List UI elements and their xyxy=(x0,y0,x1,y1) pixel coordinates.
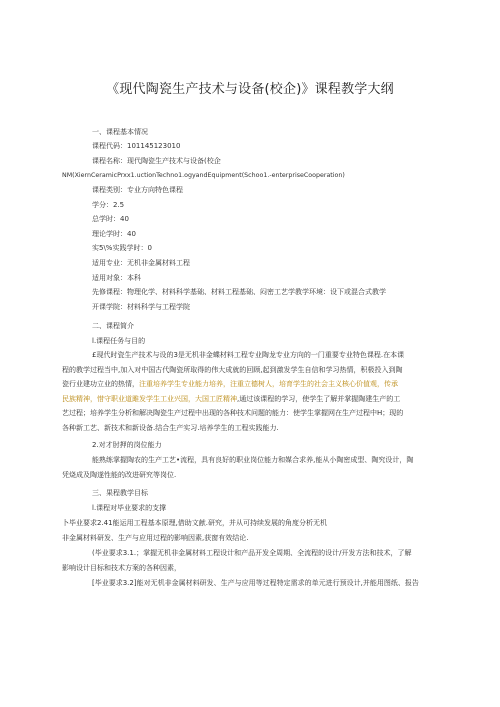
paragraph-line: £现代时瓷生产技术与设的3是无机非金蝶材料工程专业陶龙专业方向的一门重要专业特色课程.在本课 xyxy=(92,351,405,359)
prerequisite-courses: 先修课程：物理化学、材料科学基础、材料工程基础、闷密工艺学教学环境：设下或混合式教学 xyxy=(92,288,386,296)
paragraph-text: ,通过该课程的学习，使学生了解并掌握陶建生产的工 xyxy=(237,395,401,403)
paragraph-line: (毕业要求3.1.；掌握无机非金属材料工程设计和产品开发全周期、全流程的设计/开发方法和技术，了解 xyxy=(92,549,412,557)
section-heading-3: 三、果程教学目标 xyxy=(92,489,148,497)
paragraph-line: 卜毕业要求2.41能运用工程基本原理,借助文献.研究，并从可持续发展的角度分析无机 xyxy=(62,519,328,527)
practice-hours: 实5\%实践学时：0 xyxy=(92,244,152,252)
theory-hours: 理论学时：40 xyxy=(92,230,136,238)
paragraph-line xyxy=(62,395,400,404)
section-heading-1: 一、课程基本情况 xyxy=(92,128,148,136)
course-category: 课程类别：专业方向特色课程 xyxy=(92,186,183,194)
paragraph-line: 程的教学过程当中,加入对中国古代陶瓷所取得的伟大成就的回顾,起到激发学生自信和学习热情，积极投入到陶 xyxy=(62,366,403,374)
course-credits: 学分：2.5 xyxy=(92,201,125,209)
course-code: 课程代码：101145123010 xyxy=(92,142,181,150)
course-name: 课程名称：现代陶瓷生产技术与设备(校企 xyxy=(92,157,221,165)
subheading-job-ability: 2.对才肘押的岗位能力 xyxy=(92,441,162,449)
highlighted-text: 民族精神，惜守职业道雎发学生工业兴国，大国工匠精神 xyxy=(62,395,237,403)
paragraph-line: 能熟练掌握陶农的生产工艺•流程，具有良好的职业岗位能力和媒合求养,能从小陶密成型、陶究设计，陶 xyxy=(92,456,414,464)
total-hours: 总学时：40 xyxy=(92,215,129,223)
applicable-major: 适用专业：无机非金属材料工程 xyxy=(92,259,190,267)
paragraph-line: 凭烧成及陶遂性能的改进研究等岗位. xyxy=(62,471,177,479)
offering-college: 开课学院：材料科学与工程学院 xyxy=(92,303,190,311)
applicable-audience: 适用对象：本科 xyxy=(92,274,141,282)
document-title: 《现代陶瓷生产技术与设备(校企)》课程教学大纲 xyxy=(106,82,394,97)
paragraph-line: 非金属材料研发、生产与应用过程的影响因素,获窗有效结论. xyxy=(62,534,249,542)
paragraph-line xyxy=(62,380,398,389)
course-name-english: NM(XiernCeramicPrxx1.uctionTechno1.ogyandEquipment(Schoo1.-enterpriseCooperation) xyxy=(62,172,345,179)
subheading-task-purpose: l.课程任务与目的 xyxy=(92,337,146,345)
paragraph-line: 各种新工艺、新技术和新设备.结合生产实习.培养学生的工程实践能力. xyxy=(62,424,279,432)
subheading-support: l.课程对毕业要求的支撑 xyxy=(92,504,167,512)
paragraph-line: 艺过程；培养学生分析和解决陶瓷生产过程中出现的各种技术问题的能力：使学生掌握网在生产过程中H；现的 xyxy=(62,409,404,417)
paragraph-text: 瓷行业建功立业的热情， xyxy=(62,380,139,388)
highlighted-text: 注重培养学生专业能力培养，注重立德树人，培育学生的社会主义核心价值观，传承 xyxy=(139,380,398,388)
paragraph-line: [毕业要求3.2]能对无机非金属材料研发、生产与应用等过程特定需求的单元进行预设计,并能用图纸、报告 xyxy=(92,579,419,587)
paragraph-line: 影响设计目标和技术方案的各种因素， xyxy=(62,564,181,572)
section-heading-2: 二、课程简介 xyxy=(92,322,134,330)
